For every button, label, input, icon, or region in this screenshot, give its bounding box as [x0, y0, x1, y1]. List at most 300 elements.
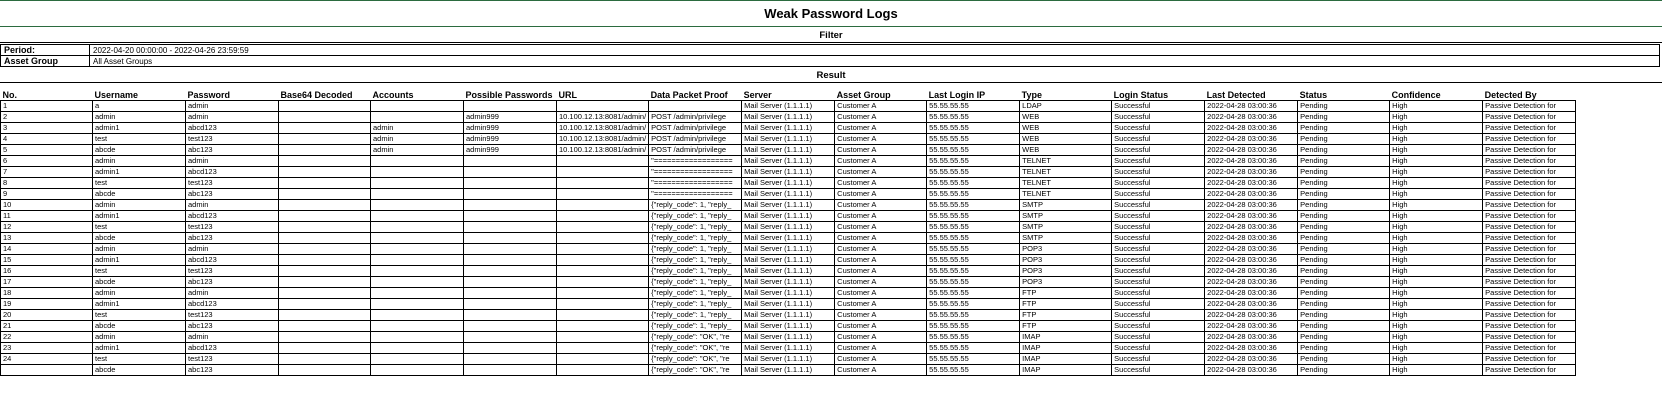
table-cell: abc123 [186, 321, 279, 332]
table-cell: admin1 [93, 255, 186, 266]
top-border [0, 0, 1662, 1]
table-cell: admin [186, 101, 279, 112]
table-cell [464, 266, 557, 277]
table-cell: Customer A [835, 167, 927, 178]
table-cell: Passive Detection for [1483, 156, 1576, 167]
table-cell: Successful [1112, 167, 1205, 178]
table-cell: High [1390, 233, 1483, 244]
filter-heading: Filter [819, 30, 843, 41]
table-cell: abcd123 [186, 167, 279, 178]
table-cell: abcde [93, 145, 186, 156]
table-cell: Successful [1112, 321, 1205, 332]
table-cell: {"reply_code": 1, "reply_ [649, 288, 742, 299]
table-cell [279, 200, 371, 211]
table-cell: High [1390, 310, 1483, 321]
filter-label: Asset Group [1, 56, 90, 67]
table-cell: Passive Detection for [1483, 310, 1576, 321]
table-cell: 2022-04-28 03:00:36 [1205, 134, 1298, 145]
table-cell [557, 310, 649, 321]
table-cell [557, 167, 649, 178]
column-header-data-packet-proof: Data Packet Proof [649, 88, 742, 101]
table-cell [557, 178, 649, 189]
column-header-asset-group: Asset Group [835, 88, 927, 101]
table-cell [371, 266, 464, 277]
table-cell [371, 233, 464, 244]
table-cell: Pending [1298, 101, 1390, 112]
table-cell: Pending [1298, 233, 1390, 244]
table-cell: Customer A [835, 343, 927, 354]
table-cell: Successful [1112, 244, 1205, 255]
table-cell: Pending [1298, 354, 1390, 365]
table-cell: test [93, 222, 186, 233]
table-cell: Mail Server (1.1.1.1) [742, 233, 835, 244]
table-cell: Passive Detection for [1483, 277, 1576, 288]
table-cell: 15 [1, 255, 93, 266]
table-cell: Passive Detection for [1483, 343, 1576, 354]
table-cell: 55.55.55.55 [927, 288, 1020, 299]
table-cell: Customer A [835, 321, 927, 332]
table-cell: abcde [93, 277, 186, 288]
table-cell: 55.55.55.55 [927, 365, 1020, 376]
table-row [1, 189, 1576, 200]
table-row [1, 277, 1576, 288]
table-cell: Successful [1112, 288, 1205, 299]
table-cell: 11 [1, 211, 93, 222]
table-row [1, 145, 1576, 156]
table-cell [371, 156, 464, 167]
table-cell: 2022-04-28 03:00:36 [1205, 255, 1298, 266]
table-cell [464, 332, 557, 343]
table-cell: Pending [1298, 222, 1390, 233]
table-cell: Pending [1298, 167, 1390, 178]
table-cell [464, 365, 557, 376]
table-cell [371, 222, 464, 233]
table-cell [557, 266, 649, 277]
table-cell: Pending [1298, 123, 1390, 134]
table-cell [371, 178, 464, 189]
table-cell: abcde [93, 365, 186, 376]
table-cell: Customer A [835, 288, 927, 299]
table-cell: 55.55.55.55 [927, 255, 1020, 266]
table-row [1, 167, 1576, 178]
column-header-status: Status [1298, 88, 1390, 101]
table-cell: SMTP [1020, 200, 1112, 211]
filter-value: 2022-04-20 00:00:00 - 2022-04-26 23:59:59 [90, 45, 1660, 56]
table-cell: admin [186, 332, 279, 343]
table-cell: Customer A [835, 178, 927, 189]
table-cell: High [1390, 332, 1483, 343]
column-header-url: URL [557, 88, 649, 101]
table-cell: Mail Server (1.1.1.1) [742, 332, 835, 343]
table-cell: 10.100.12.13:8081/admin/ [557, 112, 649, 123]
table-cell: Customer A [835, 244, 927, 255]
table-cell [279, 288, 371, 299]
table-cell [279, 101, 371, 112]
table-cell: Pending [1298, 288, 1390, 299]
table-cell: 55.55.55.55 [927, 332, 1020, 343]
table-cell: Successful [1112, 277, 1205, 288]
table-cell: 21 [1, 321, 93, 332]
table-cell: 2022-04-28 03:00:36 [1205, 277, 1298, 288]
table-row [1, 112, 1576, 123]
table-cell: 2022-04-28 03:00:36 [1205, 123, 1298, 134]
table-cell: High [1390, 365, 1483, 376]
table-row [1, 266, 1576, 277]
table-row [1, 101, 1576, 112]
table-cell: 2022-04-28 03:00:36 [1205, 211, 1298, 222]
table-cell: admin1 [93, 123, 186, 134]
table-cell [1, 365, 93, 376]
table-cell: {"reply_code": 1, "reply_ [649, 211, 742, 222]
table-cell: 10.100.12.13:8081/admin/ [557, 145, 649, 156]
table-cell [464, 156, 557, 167]
table-cell: 55.55.55.55 [927, 123, 1020, 134]
table-cell [464, 233, 557, 244]
table-cell: Pending [1298, 134, 1390, 145]
filter-row-asset-group [1, 56, 1660, 67]
table-cell: Passive Detection for [1483, 112, 1576, 123]
table-cell: POST /admin/privilege [649, 112, 742, 123]
table-cell: High [1390, 266, 1483, 277]
table-cell: High [1390, 321, 1483, 332]
table-cell: Customer A [835, 332, 927, 343]
table-cell [371, 244, 464, 255]
table-row [1, 244, 1576, 255]
table-cell [464, 277, 557, 288]
table-cell [279, 134, 371, 145]
table-cell: Passive Detection for [1483, 288, 1576, 299]
table-cell: Successful [1112, 189, 1205, 200]
table-cell: "================== [649, 178, 742, 189]
table-cell: 10.100.12.13:8081/admin/ [557, 123, 649, 134]
table-cell [279, 244, 371, 255]
table-cell: 4 [1, 134, 93, 145]
table-cell: Customer A [835, 277, 927, 288]
table-cell [557, 255, 649, 266]
table-cell [371, 101, 464, 112]
table-cell: SMTP [1020, 211, 1112, 222]
table-cell: 2022-04-28 03:00:36 [1205, 299, 1298, 310]
table-cell: test123 [186, 178, 279, 189]
table-cell [279, 343, 371, 354]
table-cell: Pending [1298, 156, 1390, 167]
table-cell [279, 277, 371, 288]
table-cell: Passive Detection for [1483, 233, 1576, 244]
filter-label: Period: [1, 45, 90, 56]
table-cell: {"reply_code": 1, "reply_ [649, 277, 742, 288]
table-row [1, 211, 1576, 222]
table-cell: 13 [1, 233, 93, 244]
table-cell: "================== [649, 189, 742, 200]
table-cell: 7 [1, 167, 93, 178]
table-cell [557, 354, 649, 365]
table-cell: Pending [1298, 321, 1390, 332]
table-cell [279, 354, 371, 365]
table-cell [279, 123, 371, 134]
table-cell: test [93, 134, 186, 145]
table-cell: Pending [1298, 299, 1390, 310]
table-cell: Successful [1112, 211, 1205, 222]
table-cell: 55.55.55.55 [927, 189, 1020, 200]
table-cell: 18 [1, 288, 93, 299]
table-cell: abcde [93, 233, 186, 244]
table-cell: Passive Detection for [1483, 255, 1576, 266]
table-cell: Successful [1112, 123, 1205, 134]
table-cell: admin [371, 123, 464, 134]
table-cell: 2022-04-28 03:00:36 [1205, 365, 1298, 376]
table-cell: 2022-04-28 03:00:36 [1205, 332, 1298, 343]
table-row [1, 178, 1576, 189]
table-cell [464, 255, 557, 266]
table-row [1, 156, 1576, 167]
table-cell: Successful [1112, 145, 1205, 156]
table-cell [557, 189, 649, 200]
column-header-server: Server [742, 88, 835, 101]
table-cell: 55.55.55.55 [927, 343, 1020, 354]
table-cell: Mail Server (1.1.1.1) [742, 277, 835, 288]
table-cell: 22 [1, 332, 93, 343]
table-cell: Passive Detection for [1483, 222, 1576, 233]
table-cell: Pending [1298, 365, 1390, 376]
table-cell: Mail Server (1.1.1.1) [742, 189, 835, 200]
table-cell: a [93, 101, 186, 112]
table-cell [279, 321, 371, 332]
table-row [1, 255, 1576, 266]
table-cell: test123 [186, 222, 279, 233]
table-cell: High [1390, 189, 1483, 200]
table-cell: Passive Detection for [1483, 365, 1576, 376]
table-cell [557, 233, 649, 244]
table-cell: Passive Detection for [1483, 167, 1576, 178]
table-cell: 55.55.55.55 [927, 211, 1020, 222]
table-cell [279, 189, 371, 200]
table-cell: {"reply_code": 1, "reply_ [649, 299, 742, 310]
table-cell: Passive Detection for [1483, 101, 1576, 112]
table-row [1, 343, 1576, 354]
table-cell: WEB [1020, 145, 1112, 156]
table-cell: POST /admin/privilege [649, 134, 742, 145]
table-cell: admin [186, 156, 279, 167]
table-cell: Mail Server (1.1.1.1) [742, 211, 835, 222]
table-cell [464, 321, 557, 332]
result-heading: Result [816, 70, 846, 81]
table-cell: 55.55.55.55 [927, 178, 1020, 189]
table-cell: admin1 [93, 299, 186, 310]
table-cell: 24 [1, 354, 93, 365]
table-cell: High [1390, 167, 1483, 178]
table-cell: admin [371, 134, 464, 145]
table-cell: Pending [1298, 266, 1390, 277]
table-cell: Passive Detection for [1483, 200, 1576, 211]
table-cell: High [1390, 211, 1483, 222]
table-cell: 2022-04-28 03:00:36 [1205, 101, 1298, 112]
table-cell: test123 [186, 266, 279, 277]
table-cell: admin [93, 244, 186, 255]
table-row [1, 321, 1576, 332]
result-divider [0, 82, 1662, 83]
table-cell: 2022-04-28 03:00:36 [1205, 189, 1298, 200]
table-cell: High [1390, 255, 1483, 266]
table-row [1, 365, 1576, 376]
table-cell: High [1390, 145, 1483, 156]
table-cell: 55.55.55.55 [927, 321, 1020, 332]
table-cell: 55.55.55.55 [927, 167, 1020, 178]
column-header-username: Username [93, 88, 186, 101]
table-cell: Mail Server (1.1.1.1) [742, 112, 835, 123]
table-cell: {"reply_code": 1, "reply_ [649, 255, 742, 266]
table-row [1, 222, 1576, 233]
table-cell: TELNET [1020, 189, 1112, 200]
table-row [1, 299, 1576, 310]
table-cell [279, 211, 371, 222]
table-cell: admin [93, 112, 186, 123]
table-cell [279, 222, 371, 233]
table-cell: abcd123 [186, 299, 279, 310]
table-cell [371, 354, 464, 365]
table-row [1, 233, 1576, 244]
table-cell [371, 288, 464, 299]
table-cell: FTP [1020, 288, 1112, 299]
table-cell: 2022-04-28 03:00:36 [1205, 354, 1298, 365]
table-cell: IMAP [1020, 332, 1112, 343]
column-header-accounts: Accounts [371, 88, 464, 101]
table-cell: Passive Detection for [1483, 266, 1576, 277]
table-cell [464, 101, 557, 112]
table-cell: Successful [1112, 178, 1205, 189]
table-cell: Customer A [835, 365, 927, 376]
table-cell: High [1390, 134, 1483, 145]
table-cell: Mail Server (1.1.1.1) [742, 123, 835, 134]
table-cell: 55.55.55.55 [927, 354, 1020, 365]
table-cell: 8 [1, 178, 93, 189]
table-cell: 55.55.55.55 [927, 200, 1020, 211]
table-cell: Customer A [835, 354, 927, 365]
table-cell: abcde [93, 321, 186, 332]
table-cell: test [93, 178, 186, 189]
table-cell: 2022-04-28 03:00:36 [1205, 266, 1298, 277]
table-cell: 55.55.55.55 [927, 244, 1020, 255]
table-cell [557, 288, 649, 299]
table-cell [557, 365, 649, 376]
table-cell: admin1 [93, 343, 186, 354]
table-cell: High [1390, 244, 1483, 255]
table-cell: Pending [1298, 343, 1390, 354]
table-cell: Mail Server (1.1.1.1) [742, 145, 835, 156]
table-cell [464, 354, 557, 365]
table-cell: 2022-04-28 03:00:36 [1205, 145, 1298, 156]
table-cell: admin [186, 288, 279, 299]
table-cell: abc123 [186, 145, 279, 156]
table-cell: 2 [1, 112, 93, 123]
table-cell [557, 211, 649, 222]
table-cell: 5 [1, 145, 93, 156]
table-cell: abc123 [186, 365, 279, 376]
table-cell: abcde [93, 189, 186, 200]
table-cell: Customer A [835, 145, 927, 156]
table-cell: admin999 [464, 134, 557, 145]
table-cell [464, 310, 557, 321]
table-cell: POST /admin/privilege [649, 123, 742, 134]
table-cell: Passive Detection for [1483, 299, 1576, 310]
table-cell: 55.55.55.55 [927, 233, 1020, 244]
column-header-possible-passwords: Possible Passwords [464, 88, 557, 101]
table-cell: abcd123 [186, 255, 279, 266]
table-cell: 12 [1, 222, 93, 233]
table-cell [279, 233, 371, 244]
table-cell: WEB [1020, 134, 1112, 145]
table-cell: 55.55.55.55 [927, 277, 1020, 288]
table-cell: Pending [1298, 189, 1390, 200]
table-cell: FTP [1020, 310, 1112, 321]
table-cell [464, 211, 557, 222]
table-cell: admin [186, 200, 279, 211]
table-cell: abcd123 [186, 343, 279, 354]
table-cell: IMAP [1020, 343, 1112, 354]
table-cell: Passive Detection for [1483, 321, 1576, 332]
table-cell [557, 156, 649, 167]
table-cell: High [1390, 299, 1483, 310]
table-cell: 9 [1, 189, 93, 200]
column-header-type: Type [1020, 88, 1112, 101]
table-cell [464, 299, 557, 310]
table-cell: Pending [1298, 255, 1390, 266]
table-cell: admin [93, 156, 186, 167]
table-cell: {"reply_code": "OK", "re [649, 354, 742, 365]
table-cell [464, 288, 557, 299]
table-cell: 6 [1, 156, 93, 167]
table-body [1, 101, 1576, 376]
column-header-no: No. [1, 88, 93, 101]
table-cell [279, 156, 371, 167]
result-table [0, 88, 1576, 376]
table-cell: {"reply_code": 1, "reply_ [649, 310, 742, 321]
table-cell: test [93, 266, 186, 277]
table-cell: Successful [1112, 310, 1205, 321]
table-cell: LDAP [1020, 101, 1112, 112]
table-cell: 20 [1, 310, 93, 321]
table-cell: 10 [1, 200, 93, 211]
table-cell: Customer A [835, 310, 927, 321]
table-cell [371, 255, 464, 266]
table-cell [557, 101, 649, 112]
table-cell [464, 222, 557, 233]
table-cell: Successful [1112, 222, 1205, 233]
table-cell [371, 277, 464, 288]
table-cell: 55.55.55.55 [927, 145, 1020, 156]
table-cell [464, 178, 557, 189]
table-cell: 16 [1, 266, 93, 277]
table-cell: Pending [1298, 178, 1390, 189]
table-cell: admin [371, 145, 464, 156]
table-cell: Mail Server (1.1.1.1) [742, 156, 835, 167]
filter-value: All Asset Groups [90, 56, 1660, 67]
table-row [1, 134, 1576, 145]
table-row [1, 310, 1576, 321]
table-cell [371, 310, 464, 321]
table-cell: Successful [1112, 101, 1205, 112]
table-cell: test [93, 354, 186, 365]
table-cell: 17 [1, 277, 93, 288]
table-cell: Customer A [835, 123, 927, 134]
table-cell: 55.55.55.55 [927, 299, 1020, 310]
table-cell: abc123 [186, 277, 279, 288]
table-cell: {"reply_code": 1, "reply_ [649, 321, 742, 332]
table-row [1, 354, 1576, 365]
table-cell [279, 255, 371, 266]
table-cell: TELNET [1020, 167, 1112, 178]
table-cell: TELNET [1020, 178, 1112, 189]
table-cell [557, 277, 649, 288]
